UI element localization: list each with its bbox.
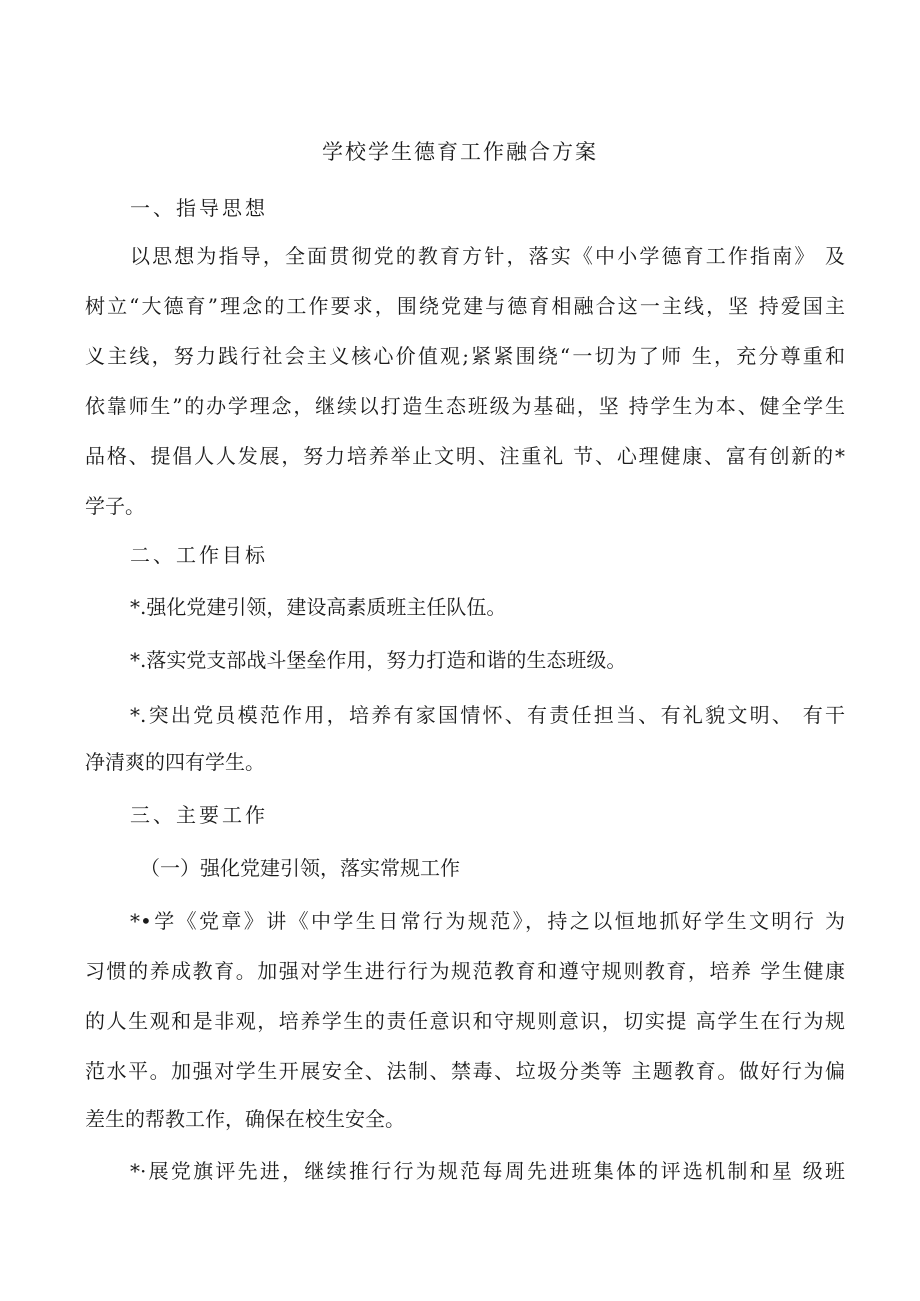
paragraph-line: 树立“大德育”理念的工作要求，围绕党建与德育相融合这一主线，坚 持爱国主 [85, 294, 845, 318]
paragraph-line: 范水平。加强对学生开展安全、法制、禁毒、垃圾分类等 主题教育。做好行为偏 [85, 1059, 845, 1083]
paragraph-line: 义主线，努力践行社会主义核心价值观;紧紧围绕“一切为了师 生，充分尊重和 [85, 344, 845, 368]
section-heading-main-work: 三、主要工作 [130, 803, 268, 827]
paragraph-line: *•学《党章》讲《中学生日常行为规范》，持之以恒地抓好学生文明行 为 [130, 909, 845, 933]
paragraph-line: 依靠师生”的办学理念，继续以打造生态班级为基础，坚 持学生为本、健全学生 [85, 394, 845, 418]
goal-item-continuation: 净清爽的四有学生。 [85, 750, 265, 774]
paragraph-line: 学子。 [85, 494, 145, 518]
section-heading-guiding-ideology: 一、指导思想 [130, 196, 268, 220]
paragraph-line: 差生的帮教工作，确保在校生安全。 [85, 1107, 405, 1131]
document-title: 学校学生德育工作融合方案 [322, 140, 598, 164]
goal-item: *.突出党员模范作用，培养有家国情怀、有责任担当、有礼貌文明、 有干 [130, 703, 845, 727]
subsection-heading: （一）强化党建引领，落实常规工作 [140, 856, 460, 880]
paragraph-line: 以思想为指导，全面贯彻党的教育方针，落实《中小学德育工作指南》 及 [130, 244, 845, 268]
paragraph-line: 的人生观和是非观，培养学生的责任意识和守规则意识，切实提 高学生在行为规 [85, 1009, 845, 1033]
paragraph-line: 习惯的养成教育。加强对学生进行行为规范教育和遵守规则教育，培养 学生健康 [85, 959, 845, 983]
paragraph-line: *·展党旗评先进，继续推行行为规范每周先进班集体的评选机制和星 级班 [130, 1159, 845, 1183]
goal-item: *.落实党支部战斗堡垒作用，努力打造和谐的生态班级。 [130, 648, 627, 672]
section-heading-work-goals: 二、工作目标 [130, 543, 268, 567]
goal-item: *.强化党建引领，建设高素质班主任队伍。 [130, 595, 507, 619]
paragraph-line: 品格、提倡人人发展，努力培养举止文明、注重礼 节、心理健康、富有创新的* [85, 444, 845, 468]
